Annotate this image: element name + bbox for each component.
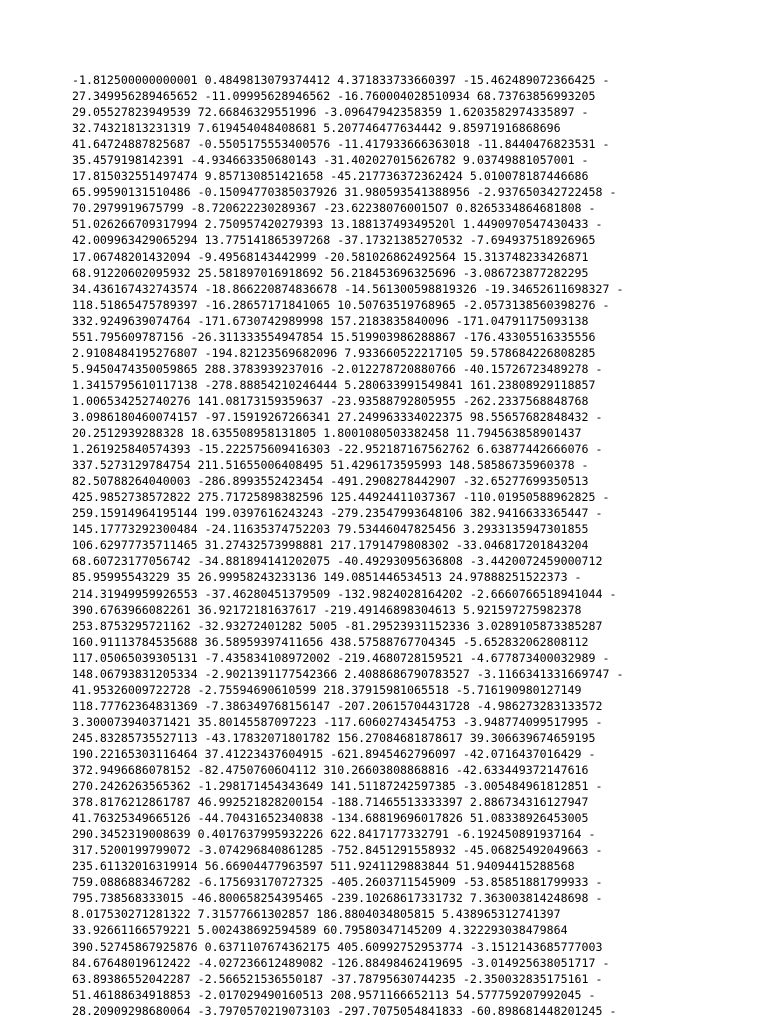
text-line: 28.20909298680064 -3.7970570219073103 -297.7075054841833 -60.898681448201245 - bbox=[72, 1003, 617, 1018]
text-line: -1.812500000000001 0.4849813079374412 4.371833733660397 -15.462489072366425 - bbox=[72, 73, 610, 87]
text-line: 1.3415795610117138 -278.88854210246444 5.280633991549841 161.23808929118857 bbox=[72, 377, 596, 392]
numeric-text-block bbox=[72, 72, 712, 1019]
text-line: 190.22165303116464 37.41223437604915 -621.8945462796097 -42.0716437016429 - bbox=[72, 746, 596, 761]
text-line: 5.9450474350059865 288.3783939237016 -2.012278720880766 -40.15726723489278 - bbox=[72, 361, 603, 376]
text-line: 317.5200199799072 -3.074296840861285 -752.8451291558932 -45.06825492049663 - bbox=[72, 843, 603, 858]
text-line: 235.61132016319914 56.66904477963597 511.9241129883844 51.94094415288568 bbox=[72, 859, 575, 874]
text-line: 20.2512939288328 18.635508958131805 1.8001080503382458 11.794563858901437 bbox=[72, 426, 582, 441]
text-line: 117.05065039305131 -7.435834108972002 -219.4680728159521 -4.677873400032989 - bbox=[72, 650, 610, 665]
text-line: 2.9108484195276807 -194.82123569682096 7.933660522217105 59.578684226808285 bbox=[72, 345, 596, 360]
text-line: 17.815032551497474 9.857130851421658 -45.217736372362424 5.010078187446686 bbox=[72, 169, 589, 184]
text-line: 63.89386552042287 -2.566521536550187 -37.78795630744235 -2.350032835175161 - bbox=[72, 971, 603, 986]
text-line: 70.2979919675799 -8.720622230289367 -23.622380760015O7 0.8265334864681808 - bbox=[72, 201, 596, 216]
text-line: 41.95326009722728 -2.75594690610599 218.37915981065518 -5.716190980127149 bbox=[72, 682, 582, 697]
text-line: 160.91113784535688 36.58959397411656 438.57588767704345 -5.652832062808112 bbox=[72, 634, 589, 649]
text-line: 41.76325349665126 -44.70431652340838 -134.68819696017826 51.08338926453005 bbox=[72, 811, 589, 826]
text-line: 42.009963429065294 13.775141865397268 -37.17321385270532 -7.694937518926965 bbox=[72, 233, 596, 248]
text-line: 118.77762364831369 -7.386349768156147 -207.20615704431728 -4.986273283133572 bbox=[72, 698, 603, 713]
text-line: 253.8753295721162 -32.93272401282 5005 -81.29523931152336 3.0289105873385287 bbox=[72, 618, 603, 633]
text-line: 1.006534252740276 141.08173159359637 -23.93588792805955 -262.2337568848768 bbox=[72, 393, 589, 408]
text-line: 245.83285735527113 -43.17832071801782 156.27084681878617 39.306639674659195 bbox=[72, 730, 596, 745]
text-line: 27.349956289465652 -11.09995628946562 -16.760004028510934 68.73763856993205 bbox=[72, 89, 596, 104]
text-line: 551.795609787156 -26.311333554947854 15.519903986288867 -176.43305516335556 bbox=[72, 329, 596, 344]
text-line: 3.300073940371421 35.80145587097223 -117.60602743454753 -3.948774099517995 - bbox=[72, 714, 603, 729]
text-line: 82.50788264040003 -286.8993552423454 -491.2908278442907 -32.65277699350513 bbox=[72, 474, 589, 489]
text-line: 337.5273129784754 211.51655006408495 51.4296173595993 148.58586735960378 - bbox=[72, 458, 589, 473]
text-line: 65.99590131510486 -0.15094770385037926 31.980593541388956 -2.937650342722458 - bbox=[72, 185, 617, 200]
text-line: 390.6763966082261 36.92172181637617 -219.49146898304613 5.921597275982378 bbox=[72, 602, 582, 617]
text-line: 759.0886883467282 -6.175693170727325 -405.2603711545909 -53.85851881799933 - bbox=[72, 875, 603, 890]
text-line: 8.017530271281322 7.31577661302857 186.8804034805815 5.438965312741397 bbox=[72, 907, 561, 922]
text-line: 41.64724887825687 -0.5505175553400576 -11.417933666363018 -11.8440476823531 - bbox=[72, 137, 610, 152]
text-line: 390.52745867925876 0.6371107674362175 405.60992752953774 -3.1512143685777003 bbox=[72, 939, 603, 954]
text-line: 795.738568333015 -46.800658254395465 -239.10268617331732 7.363003814248698 - bbox=[72, 891, 603, 906]
text-line: 3.0986180460074157 -97.15919267266341 27.249963334022375 98.55657682848432 - bbox=[72, 409, 603, 424]
text-line: 84.67648019612422 -4.027236612489082 -126.88498462419695 -3.014925638051717 - bbox=[72, 955, 610, 970]
text-line: 32.74321813231319 7.619454048408681 5.207746477634442 9.85971916868696 bbox=[72, 121, 561, 136]
text-line: 85.95995543229 35 26.99958243233136 149.0851446534513 24.97888251522373 - bbox=[72, 570, 582, 585]
text-line: 148.06793831205334 -2.9021391177542366 2.4088686790783527 -3.1166341331669747 - bbox=[72, 666, 624, 681]
text-line: 29.05527823949539 72.66846329551996 -3.09647942358359 1.6203582974335897 - bbox=[72, 105, 589, 120]
text-line: 68.60723177056742 -34.881894141202075 -40.49293095636808 -3.4420072459000712 bbox=[72, 554, 603, 569]
text-line: 259.15914964195144 199.0397616243243 -279.23547993648106 382.9416633365447 - bbox=[72, 506, 603, 521]
text-line: 68.91220602095932 25.581897016918692 56.218453696325696 -3.086723877282295 bbox=[72, 265, 589, 280]
text-line: 33.92661166579221 5.002438692594589 60.79580347145209 4.322293038479864 bbox=[72, 923, 568, 938]
text-line: 17.06748201432094 -9.49568143442999 -20.581026862492564 15.313748233426871 bbox=[72, 249, 589, 264]
text-line: 290.3452319008639 0.4017637995932226 622.8417177332791 -6.192450891937164 - bbox=[72, 827, 596, 842]
text-line: 425.9852738572822 275.71725898382596 125.44924411037367 -110.01950588962825 - bbox=[72, 490, 610, 505]
text-line: 1.261925840574393 -15.222575609416303 -22.952187167562762 6.63877442666076 - bbox=[72, 442, 603, 457]
text-line: 270.2426263565362 -1.298171454343649 141.51187242597385 -3.005484961812851 - bbox=[72, 779, 603, 794]
text-line: 106.62977735711465 31.27432573998881 217.1791479808302 -33.046817201843204 bbox=[72, 538, 589, 553]
text-line: 35.4579198142391 -4.934663350680143 -31.402027015626782 9.03749881057001 - bbox=[72, 153, 589, 168]
text-line: 378.8176212861787 46.992521828200154 -188.71465513333397 2.886734316127947 bbox=[72, 795, 589, 810]
text-line: 118.51865475789397 -16.28657171841065 10.50763519768965 -2.0573138560398276 - bbox=[72, 297, 610, 312]
text-line: 51.026266709317994 2.750957420279393 13.18813749349520l 1.4490970547430433 - bbox=[72, 217, 603, 232]
text-line: 332.9249639074764 -171.6730742989998 157.2183835840096 -171.04791175093138 bbox=[72, 313, 589, 328]
text-line: 51.46188634918853 -2.017029490160513 208.9571166652113 54.577759207992045 - bbox=[72, 987, 596, 1002]
text-line: 145.17773292300484 -24.11635374752203 79.53446047825456 3.2933135947301855 bbox=[72, 522, 589, 537]
text-line: 214.31949959926553 -37.46280451379509 -132.9824028164202 -2.6660766518941044 - bbox=[72, 586, 617, 601]
text-line: 34.436167432743574 -18.866220874836678 -14.561300598819326 -19.34652611698327 - bbox=[72, 281, 624, 296]
text-line: 372.9496686078152 -82.47507606O4112 310.26603808868816 -42.633449372147616 bbox=[72, 763, 589, 778]
